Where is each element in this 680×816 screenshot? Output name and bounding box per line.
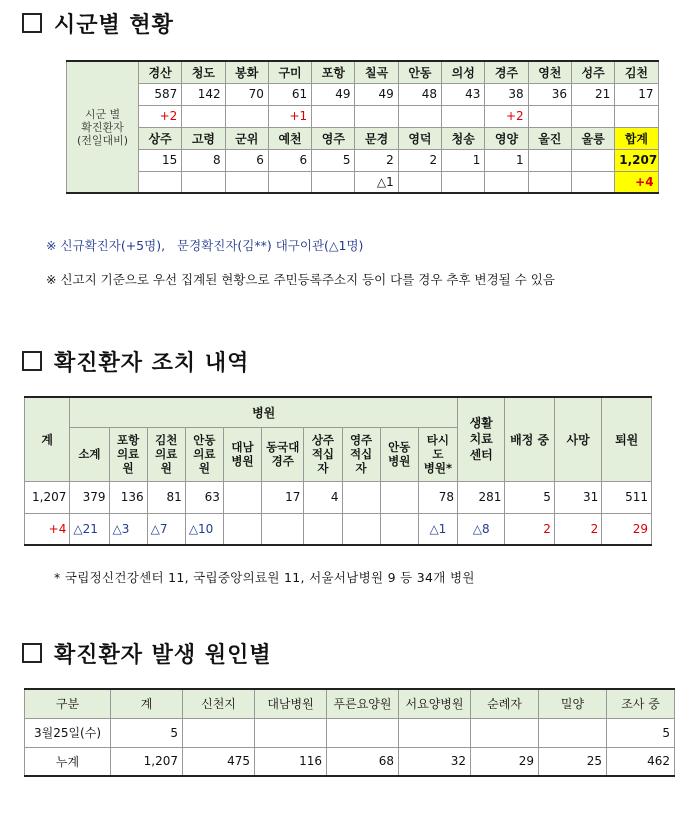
cause-value: 5 (111, 718, 183, 747)
region-count: 2 (355, 149, 398, 171)
row-label: 누계 (25, 747, 111, 776)
cause-value (327, 718, 399, 747)
region-delta: △1 (355, 171, 398, 193)
region-delta (528, 171, 571, 193)
subheader-hospital: 대남 병원 (223, 427, 261, 481)
measure-value: 78 (418, 481, 457, 513)
region-name: 울진 (528, 127, 571, 149)
cause-value: 29 (471, 747, 539, 776)
note-new-cases: ※ 신규확진자(+5명), 문경확진자(김**) 대구이관(△1명) (46, 238, 364, 253)
region-count (528, 149, 571, 171)
measure-delta (342, 513, 380, 545)
region-name: 합계 (615, 127, 658, 149)
measure-delta: △10 (185, 513, 223, 545)
region-name: 청송 (442, 127, 485, 149)
measure-delta (380, 513, 418, 545)
measure-value: 63 (185, 481, 223, 513)
measure-delta (223, 513, 261, 545)
region-name: 영덕 (398, 127, 441, 149)
cause-value (183, 718, 255, 747)
table-row (67, 83, 659, 105)
subheader-hospital: 상주 적십자 (304, 427, 342, 481)
measure-value: 31 (554, 481, 601, 513)
region-delta (182, 171, 225, 193)
header-discharge: 퇴원 (602, 397, 652, 481)
header-total: 계 (25, 397, 70, 481)
region-delta (355, 105, 398, 127)
region-delta (571, 171, 614, 193)
note-other-hospitals: * 국립정신건강센터 11, 국립중앙의료원 11, 서울서남병원 9 등 34개 병원 (54, 570, 475, 585)
measure-delta: 29 (602, 513, 652, 545)
cause-value: 5 (607, 718, 675, 747)
measure-value: 379 (70, 481, 109, 513)
table-row (25, 747, 675, 776)
checkbox-square-icon (22, 351, 42, 371)
cause-value: 32 (399, 747, 471, 776)
measure-value: 281 (457, 481, 504, 513)
cause-value (539, 718, 607, 747)
cause-value: 1,207 (111, 747, 183, 776)
region-delta (139, 171, 182, 193)
measure-value (223, 481, 261, 513)
region-delta (225, 171, 268, 193)
region-name: 영주 (312, 127, 355, 149)
subheader-hospital: 안동 병원 (380, 427, 418, 481)
region-count: 61 (268, 83, 311, 105)
measure-value: 81 (147, 481, 185, 513)
subheader-hospital: 타시도 병원* (418, 427, 457, 481)
measure-value: 136 (109, 481, 147, 513)
cause-header: 구분 (25, 689, 111, 718)
region-delta (398, 171, 441, 193)
region-count: 49 (312, 83, 355, 105)
region-delta: +4 (615, 171, 658, 193)
cause-header: 신천지 (183, 689, 255, 718)
table-row (25, 718, 675, 747)
region-delta (182, 105, 225, 127)
measure-delta: +4 (25, 513, 70, 545)
measure-value: 17 (262, 481, 304, 513)
header-living-center: 생활 치료 센터 (457, 397, 504, 481)
table-row (25, 481, 652, 513)
measure-delta: 2 (505, 513, 554, 545)
region-name: 예천 (268, 127, 311, 149)
region-count: 1,207 (615, 149, 658, 171)
region-name: 경주 (485, 61, 528, 83)
subheader-hospital: 영주 적십자 (342, 427, 380, 481)
table-row (67, 61, 659, 83)
header-death: 사망 (554, 397, 601, 481)
table-row (67, 127, 659, 149)
region-count: 38 (485, 83, 528, 105)
region-count: 6 (225, 149, 268, 171)
table-row (67, 105, 659, 127)
cause-value: 475 (183, 747, 255, 776)
region-count: 587 (139, 83, 182, 105)
region-delta: +2 (485, 105, 528, 127)
region-delta (312, 105, 355, 127)
table-header-row (25, 689, 675, 718)
cause-value (255, 718, 327, 747)
region-name: 칠곡 (355, 61, 398, 83)
region-name: 구미 (268, 61, 311, 83)
region-delta (528, 105, 571, 127)
header-assigning: 배정 중 (505, 397, 554, 481)
region-count: 2 (398, 149, 441, 171)
region-count: 15 (139, 149, 182, 171)
checkbox-square-icon (22, 13, 42, 33)
subheader-hospital: 김천 의료원 (147, 427, 185, 481)
region-delta (615, 105, 658, 127)
region-count: 70 (225, 83, 268, 105)
region-count: 142 (182, 83, 225, 105)
region-name: 고령 (182, 127, 225, 149)
cause-header: 푸른요양원 (327, 689, 399, 718)
cause-header: 조사 중 (607, 689, 675, 718)
region-count: 36 (528, 83, 571, 105)
region-delta (571, 105, 614, 127)
measure-delta: △21 (70, 513, 109, 545)
measure-delta (262, 513, 304, 545)
measure-delta (304, 513, 342, 545)
region-delta (485, 171, 528, 193)
cause-value: 68 (327, 747, 399, 776)
measure-delta: 2 (554, 513, 601, 545)
region-delta: +2 (139, 105, 182, 127)
region-name: 경산 (139, 61, 182, 83)
region-count (571, 149, 614, 171)
region-count: 1 (485, 149, 528, 171)
section-title-by-cause: 확진환자 발생 원인별 (22, 638, 272, 669)
measure-delta: △3 (109, 513, 147, 545)
region-delta (268, 171, 311, 193)
subheader-hospital: 안동 의료원 (185, 427, 223, 481)
region-count: 1 (442, 149, 485, 171)
header-hospital: 병원 (70, 397, 458, 427)
side-label: 시군 별 확진환자 (전일대비) (67, 61, 139, 193)
region-name: 군위 (225, 127, 268, 149)
region-name: 성주 (571, 61, 614, 83)
measure-value: 5 (505, 481, 554, 513)
measure-value: 4 (304, 481, 342, 513)
region-count: 21 (571, 83, 614, 105)
measure-value: 511 (602, 481, 652, 513)
table-row (67, 149, 659, 171)
region-name: 의성 (442, 61, 485, 83)
measure-delta: △7 (147, 513, 185, 545)
region-delta (442, 105, 485, 127)
cause-value (471, 718, 539, 747)
region-name: 안동 (398, 61, 441, 83)
section-title-measures: 확진환자 조치 내역 (22, 346, 249, 377)
cause-header: 순례자 (471, 689, 539, 718)
cause-value (399, 718, 471, 747)
table-row (25, 513, 652, 545)
region-count: 49 (355, 83, 398, 105)
region-delta (225, 105, 268, 127)
cause-value: 116 (255, 747, 327, 776)
cause-value: 462 (607, 747, 675, 776)
region-name: 문경 (355, 127, 398, 149)
cause-header: 서요양병원 (399, 689, 471, 718)
region-table (66, 60, 659, 194)
table-row (67, 171, 659, 193)
measure-delta: △8 (457, 513, 504, 545)
subheader-hospital: 포항 의료원 (109, 427, 147, 481)
measure-delta: △1 (418, 513, 457, 545)
region-name: 청도 (182, 61, 225, 83)
table-header-row (25, 397, 652, 427)
measure-value (342, 481, 380, 513)
cause-header: 계 (111, 689, 183, 718)
region-count: 48 (398, 83, 441, 105)
section-title-by-region: 시군별 현황 (22, 8, 174, 39)
region-delta (312, 171, 355, 193)
region-delta: +1 (268, 105, 311, 127)
region-delta (398, 105, 441, 127)
note-address-basis: ※ 신고지 기준으로 우선 집계된 현황으로 주민등록주소지 등이 다를 경우 추후 변경될 수 있음 (46, 272, 555, 287)
measures-table (24, 396, 652, 546)
region-name: 봉화 (225, 61, 268, 83)
cause-header: 밀양 (539, 689, 607, 718)
cause-value: 25 (539, 747, 607, 776)
checkbox-square-icon (22, 643, 42, 663)
region-count: 6 (268, 149, 311, 171)
measure-value: 1,207 (25, 481, 70, 513)
cause-header: 대남병원 (255, 689, 327, 718)
region-name: 김천 (615, 61, 658, 83)
region-count: 17 (615, 83, 658, 105)
region-count: 8 (182, 149, 225, 171)
subheader-hospital: 동국대 경주 (262, 427, 304, 481)
measure-value (380, 481, 418, 513)
region-name: 울릉 (571, 127, 614, 149)
region-name: 영천 (528, 61, 571, 83)
subheader-hospital: 소계 (70, 427, 109, 481)
cause-table (24, 688, 675, 777)
region-name: 영양 (485, 127, 528, 149)
row-label: 3월25일(수) (25, 718, 111, 747)
region-count: 43 (442, 83, 485, 105)
region-name: 상주 (139, 127, 182, 149)
region-delta (442, 171, 485, 193)
region-count: 5 (312, 149, 355, 171)
region-name: 포항 (312, 61, 355, 83)
